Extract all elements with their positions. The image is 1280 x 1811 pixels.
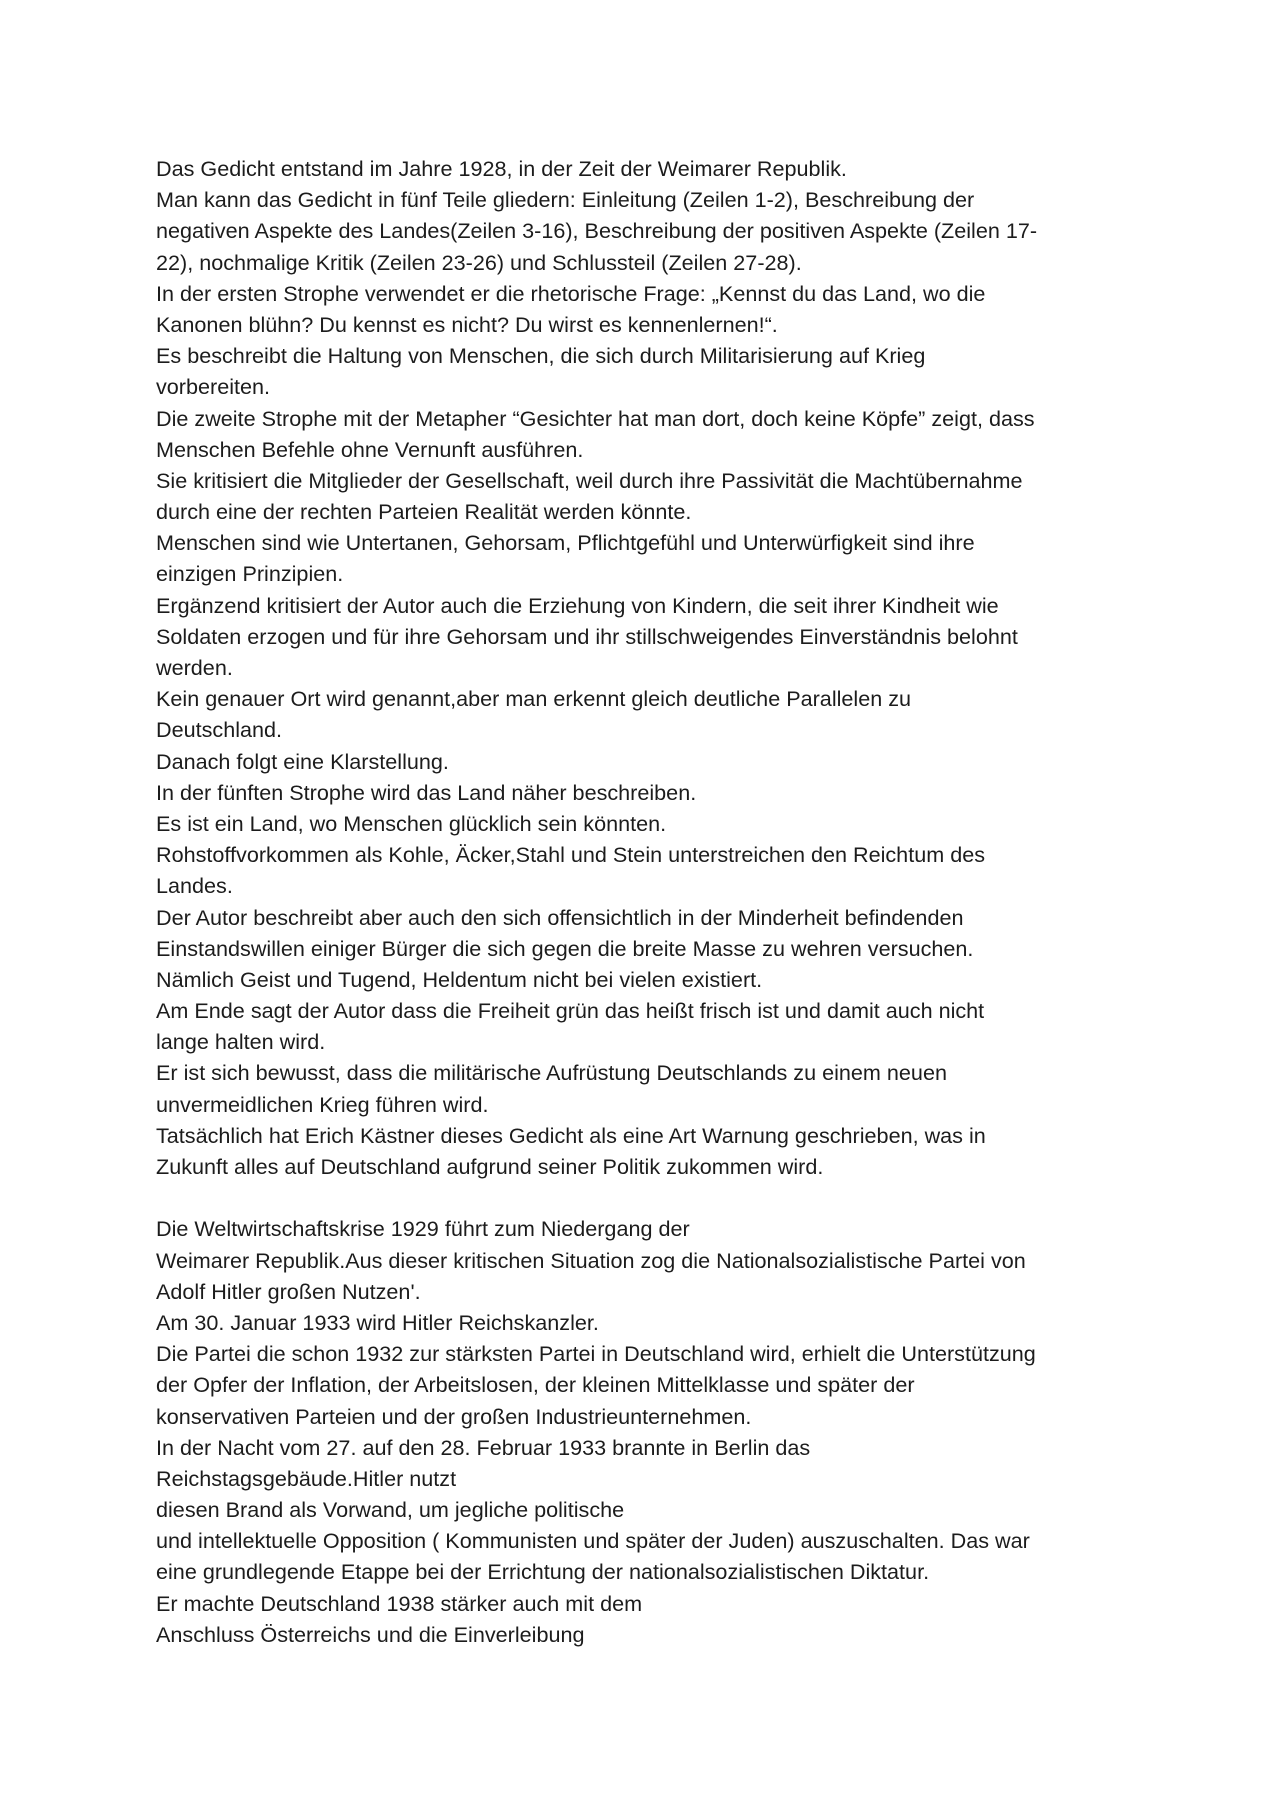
text-line: Tatsächlich hat Erich Kästner dieses Gedicht als eine Art Warnung geschrieben, was in — [156, 1122, 986, 1148]
text-line: werden. — [156, 655, 233, 680]
text-line: Menschen Befehle ohne Vernunft ausführen. — [156, 436, 584, 462]
text-line: Menschen sind wie Untertanen, Gehorsam, Pflichtgefühl und Unterwürfigkeit sind ihre — [156, 530, 975, 556]
text-line: Danach folgt eine Klarstellung. — [156, 748, 449, 774]
text-line: eine grundlegende Etappe bei der Errichtung der nationalsozialistischen Diktatur. — [156, 1559, 930, 1585]
text-line: Er ist sich bewusst, dass die militärische Aufrüstung Deutschlands zu einem neuen — [156, 1060, 947, 1086]
text-line: Kanonen blühn? Du kennst es nicht? Du wirst es kennenlernen!“. — [156, 311, 778, 337]
text-line: Landes. — [156, 873, 233, 899]
text-line: vorbereiten. — [156, 374, 271, 400]
text-line: Ergänzend kritisiert der Autor auch die Erziehung von Kindern, die seit ihrer Kindheit wie — [156, 592, 999, 618]
text-line: Am Ende sagt der Autor dass die Freiheit grün das heißt frisch ist und damit auch nicht — [156, 998, 985, 1024]
text-line: Nämlich Geist und Tugend, Heldentum nicht bei vielen existiert. — [156, 966, 763, 992]
text-line: In der fünften Strophe wird das Land näher beschreiben. — [156, 779, 697, 805]
text-line: Soldaten erzogen und für ihre Gehorsam und ihr stillschweigendes Einverständnis belohnt — [156, 623, 1018, 649]
text-line: 22), nochmalige Kritik (Zeilen 23-26) und Schlussteil (Zeilen 27-28). — [156, 249, 802, 275]
text-line: Die zweite Strophe mit der Metapher “Gesichter hat man dort, doch keine Köpfe” zeigt, dass — [156, 405, 1035, 431]
text-line: lange halten wird. — [156, 1029, 326, 1055]
text-line: In der ersten Strophe verwendet er die rhetorische Frage: „Kennst du das Land, wo die — [156, 280, 986, 306]
text-line: einzigen Prinzipien. — [156, 561, 344, 587]
text-line: Das Gedicht entstand im Jahre 1928, in der Zeit der Weimarer Republik. — [156, 156, 847, 181]
text-line: Sie kritisiert die Mitglieder der Gesellschaft, weil durch ihre Passivität die Machtübernahme — [156, 467, 1023, 493]
text-line: durch eine der rechten Parteien Realität werden könnte. — [156, 499, 692, 525]
text-line: Es ist ein Land, wo Menschen glücklich sein könnten. — [156, 810, 667, 836]
text-line: In der Nacht vom 27. auf den 28. Februar 1933 brannte in Berlin das — [156, 1434, 811, 1460]
text-line: und intellektuelle Opposition ( Kommunisten und später der Juden) auszuschalten. Das war — [156, 1528, 1030, 1554]
text-line: Einstandswillen einiger Bürger die sich gegen die breite Masse zu wehren versuchen. — [156, 935, 974, 961]
text-line: unvermeidlichen Krieg führen wird. — [156, 1091, 489, 1117]
text-line: Rohstoffvorkommen als Kohle, Äcker,Stahl und Stein unterstreichen den Reichtum des — [156, 842, 986, 868]
text-line: diesen Brand als Vorwand, um jegliche politische — [156, 1497, 625, 1523]
blank-line — [156, 1182, 1146, 1213]
text-line: Kein genauer Ort wird genannt,aber man erkennt gleich deutliche Parallelen zu — [156, 686, 912, 712]
text-line: Am 30. Januar 1933 wird Hitler Reichskanzler. — [156, 1309, 599, 1335]
text-line: Zukunft alles auf Deutschland aufgrund seiner Politik zukommen wird. — [156, 1154, 824, 1179]
text-line: Die Weltwirtschaftskrise 1929 führt zum Niedergang der — [156, 1216, 690, 1242]
text-line: Es beschreibt die Haltung von Menschen, die sich durch Militarisierung auf Krieg — [156, 343, 926, 369]
text-line: Deutschland. — [156, 717, 283, 743]
document-body — [156, 153, 1146, 1650]
text-line: Adolf Hitler großen Nutzen'. — [156, 1278, 421, 1304]
text-line: Anschluss Österreichs und die Einverleibung — [156, 1621, 585, 1647]
text-line: Er machte Deutschland 1938 stärker auch mit dem — [156, 1590, 643, 1616]
text-line: Die Partei die schon 1932 zur stärksten Partei in Deutschland wird, erhielt die Unterstützung — [156, 1341, 1036, 1367]
text-line: der Opfer der Inflation, der Arbeitslosen, der kleinen Mittelklasse und später der — [156, 1372, 915, 1398]
text-line: Der Autor beschreibt aber auch den sich offensichtlich in der Minderheit befindenden — [156, 904, 964, 930]
text-line: negativen Aspekte des Landes(Zeilen 3-16), Beschreibung der positiven Aspekte (Zeilen 17- — [156, 218, 1038, 244]
text-line: Weimarer Republik.Aus dieser kritischen Situation zog die Nationalsozialistische Partei von — [156, 1247, 1026, 1273]
text-line: konservativen Parteien und der großen Industrieunternehmen. — [156, 1403, 752, 1429]
text-line: Reichstagsgebäude.Hitler nutzt — [156, 1465, 457, 1491]
text-line: Man kann das Gedicht in fünf Teile gliedern: Einleitung (Zeilen 1-2), Beschreibung der — [156, 187, 975, 213]
